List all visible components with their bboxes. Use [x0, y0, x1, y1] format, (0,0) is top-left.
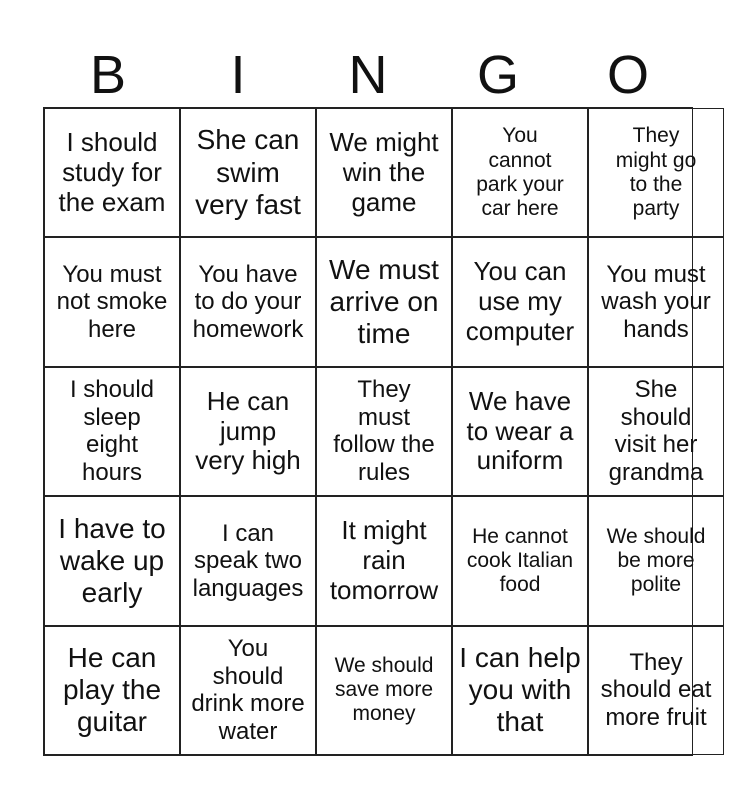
bingo-cell[interactable] [316, 108, 452, 237]
bingo-cell[interactable] [588, 237, 724, 366]
bingo-cell[interactable] [44, 626, 180, 755]
cell-text: She should visit her grandma [608, 376, 704, 487]
cell-text: It might rain tomorrow [329, 515, 439, 605]
bingo-cell[interactable] [180, 237, 316, 366]
bingo-cell[interactable] [316, 237, 452, 366]
bingo-cell[interactable] [180, 496, 316, 625]
cell-text: We should be more polite [606, 524, 706, 596]
cell-text: He cannot cook Italian food [466, 524, 574, 596]
cell-text: We have to wear a uniform [466, 385, 574, 476]
bingo-cell[interactable] [452, 496, 588, 625]
bingo-cell[interactable] [316, 496, 452, 625]
bingo-header [43, 42, 693, 108]
cell-text: He can play the guitar [62, 642, 162, 738]
cell-text: I can help you with that [459, 642, 581, 738]
cell-text: You have to do your homework [192, 260, 304, 343]
bingo-cell[interactable] [44, 108, 180, 237]
cell-text: You should drink more water [191, 635, 305, 745]
cell-text: You can use my computer [465, 256, 575, 347]
cell-text: You must wash your hands [601, 260, 711, 343]
cell-text: She can swim very fast [195, 124, 301, 220]
bingo-cell[interactable] [316, 626, 452, 755]
cell-text: We should save more money [334, 654, 434, 726]
bingo-cell[interactable] [452, 237, 588, 366]
header-letter-b: B [89, 45, 127, 105]
header-letter-g: G [476, 45, 519, 105]
bingo-cell[interactable] [588, 367, 724, 496]
header-letter-n: N [348, 45, 388, 105]
cell-text: You must not smoke here [56, 260, 168, 343]
cell-text: I should study for the exam [58, 126, 166, 217]
bingo-cell[interactable] [316, 367, 452, 496]
bingo-cell[interactable] [588, 626, 724, 755]
cell-text: I should sleep eight hours [69, 376, 155, 487]
cell-text: We must arrive on time [329, 253, 439, 350]
cell-text: You cannot park your car here [476, 124, 564, 220]
header-letter-i: I [230, 45, 246, 105]
bingo-cell[interactable] [180, 108, 316, 237]
cell-text: They should eat more fruit [600, 648, 712, 732]
bingo-cell[interactable] [452, 626, 588, 755]
bingo-cell[interactable] [180, 367, 316, 496]
cell-text: They must follow the rules [333, 376, 435, 487]
bingo-cell[interactable] [44, 367, 180, 496]
bingo-cell[interactable] [588, 496, 724, 625]
cell-text: I can speak two languages [192, 519, 304, 602]
bingo-cell[interactable] [452, 367, 588, 496]
cell-text: He can jump very high [195, 385, 301, 476]
bingo-cell[interactable] [180, 626, 316, 755]
header-letter-o: O [606, 45, 649, 105]
cell-text: We might win the game [329, 126, 439, 217]
bingo-cell[interactable] [452, 108, 588, 237]
bingo-cell[interactable] [44, 237, 180, 366]
bingo-cell[interactable] [44, 496, 180, 625]
bingo-board [43, 107, 712, 756]
cell-text: They might go to the party [615, 124, 697, 220]
cell-text: I have to wake up early [58, 512, 166, 608]
bingo-cell[interactable] [588, 108, 724, 237]
